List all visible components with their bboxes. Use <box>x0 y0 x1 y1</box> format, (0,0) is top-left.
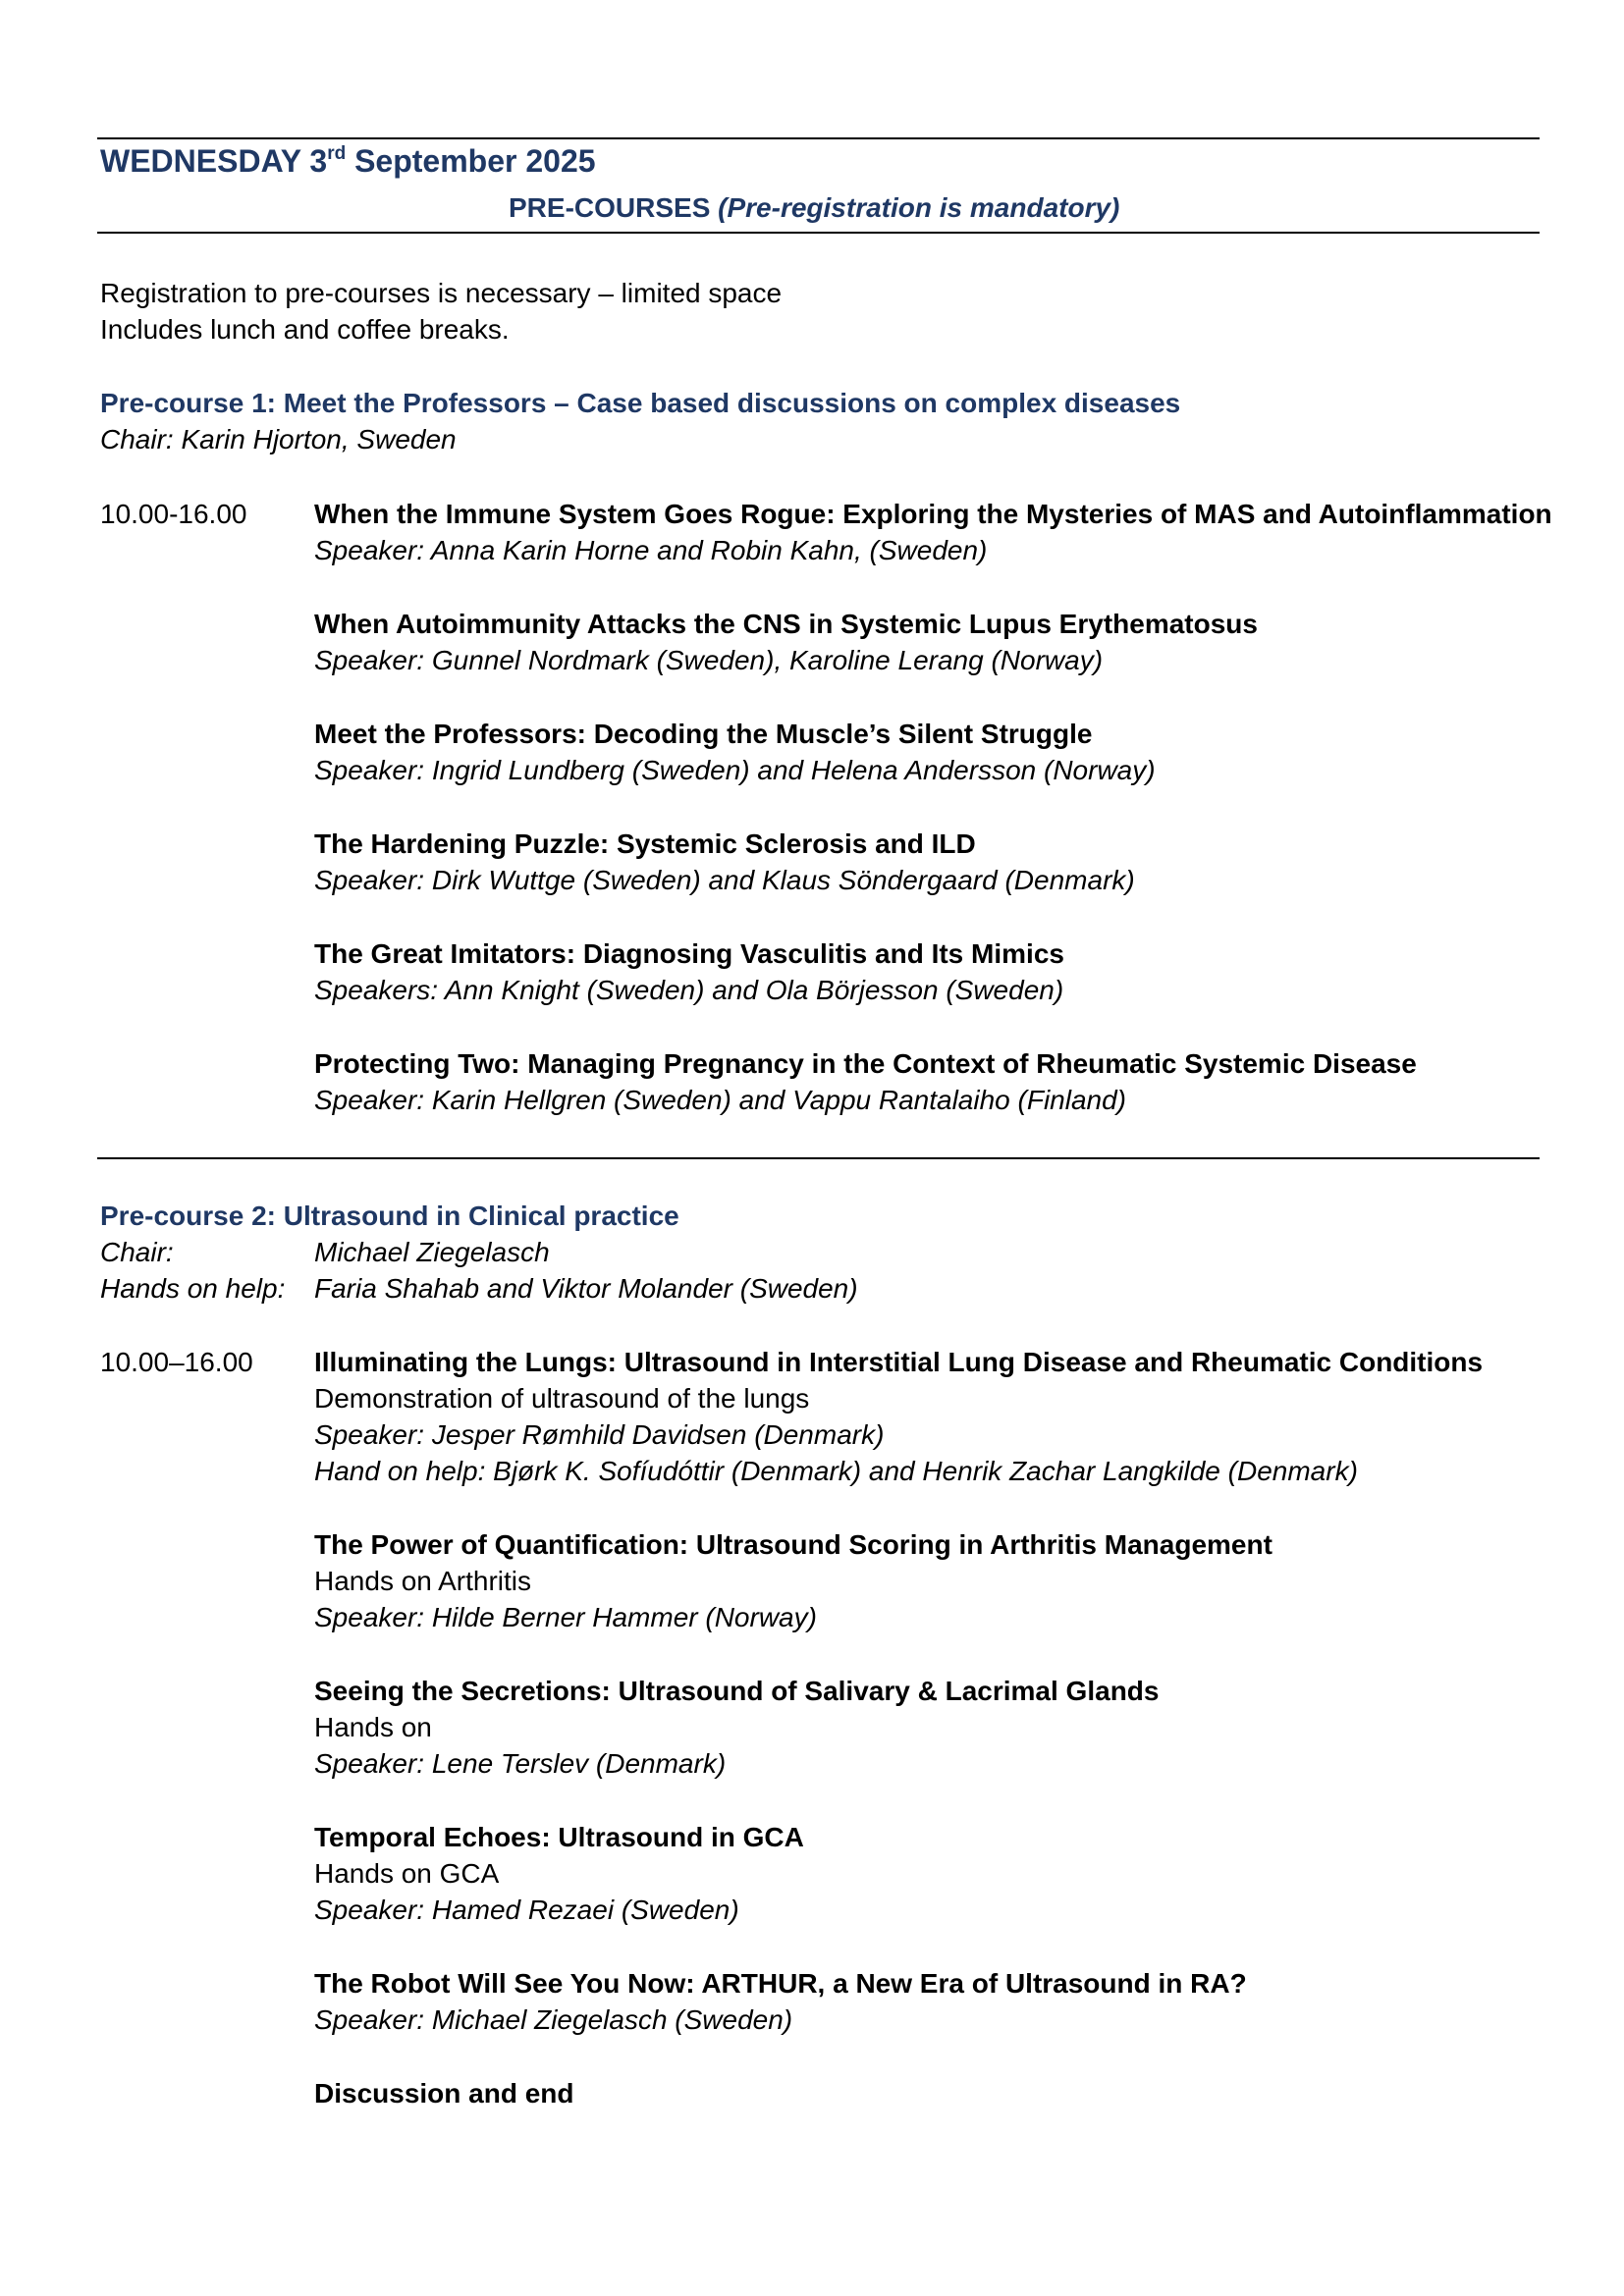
session-title: The Great Imitators: Diagnosing Vasculitis and Its Mimics <box>314 938 1064 969</box>
course2-help-label: Hands on help: <box>100 1273 286 1304</box>
course1-chair: Chair: Karin Hjorton, Sweden <box>100 424 457 454</box>
session-title: The Hardening Puzzle: Systemic Sclerosis and ILD <box>314 828 976 859</box>
section-rule <box>97 1157 1540 1159</box>
course1-title: Pre-course 1: Meet the Professors – Case based discussions on complex diseases <box>100 388 1181 418</box>
session-help: Hand on help: Bjørk K. Sofíudóttir (Denmark) and Henrik Zachar Langkilde (Denmark) <box>314 1456 1358 1486</box>
session-subtitle: Hands on <box>314 1712 432 1742</box>
session-subtitle: Demonstration of ultrasound of the lungs <box>314 1383 810 1414</box>
session-speaker: Speaker: Gunnel Nordmark (Sweden), Karoline Lerang (Norway) <box>314 645 1104 675</box>
top-rule <box>97 137 1540 139</box>
course1-time: 10.00-16.00 <box>100 499 247 529</box>
intro-includes: Includes lunch and coffee breaks. <box>100 314 510 345</box>
session-title: When Autoimmunity Attacks the CNS in Systemic Lupus Erythematosus <box>314 609 1258 639</box>
session-speaker: Speaker: Hilde Berner Hammer (Norway) <box>314 1602 817 1632</box>
precourses-heading: PRE-COURSES (Pre-registration is mandatory) <box>509 192 1120 223</box>
session-speaker: Speaker: Dirk Wuttge (Sweden) and Klaus Söndergaard (Denmark) <box>314 865 1135 895</box>
session-title: Temporal Echoes: Ultrasound in GCA <box>314 1822 804 1852</box>
session-title: The Robot Will See You Now: ARTHUR, a New Era of Ultrasound in RA? <box>314 1968 1247 1999</box>
session-speaker: Speaker: Michael Ziegelasch (Sweden) <box>314 2004 793 2035</box>
course2-time: 10.00–16.00 <box>100 1347 253 1377</box>
intro-registration: Registration to pre-courses is necessary – limited space <box>100 278 783 308</box>
day-heading: WEDNESDAY 3rd September 2025 <box>100 143 596 179</box>
session-speaker: Speaker: Lene Terslev (Denmark) <box>314 1748 727 1779</box>
session-speaker: Speaker: Karin Hellgren (Sweden) and Vappu Rantalaiho (Finland) <box>314 1085 1126 1115</box>
course2-chair-value: Michael Ziegelasch <box>314 1237 550 1267</box>
session-speaker: Speakers: Ann Knight (Sweden) and Ola Börjesson (Sweden) <box>314 975 1064 1005</box>
session-title: Seeing the Secretions: Ultrasound of Salivary & Lacrimal Glands <box>314 1676 1160 1706</box>
header-rule <box>97 232 1540 234</box>
session-title: The Power of Quantification: Ultrasound Scoring in Arthritis Management <box>314 1529 1272 1560</box>
session-speaker: Speaker: Jesper Rømhild Davidsen (Denmark) <box>314 1419 885 1450</box>
session-speaker: Speaker: Anna Karin Horne and Robin Kahn, (Sweden) <box>314 535 988 565</box>
course2-help-value: Faria Shahab and Viktor Molander (Sweden) <box>314 1273 858 1304</box>
session-subtitle: Hands on GCA <box>314 1858 500 1889</box>
session-title: Meet the Professors: Decoding the Muscle’s Silent Struggle <box>314 719 1093 749</box>
session-speaker: Speaker: Hamed Rezaei (Sweden) <box>314 1895 739 1925</box>
course2-chair-label: Chair: <box>100 1237 174 1267</box>
session-title: When the Immune System Goes Rogue: Exploring the Mysteries of MAS and Autoinflammation <box>314 499 1552 529</box>
course2-title: Pre-course 2: Ultrasound in Clinical practice <box>100 1201 679 1231</box>
session-title: Illuminating the Lungs: Ultrasound in Interstitial Lung Disease and Rheumatic Conditions <box>314 1347 1484 1377</box>
session-title: Protecting Two: Managing Pregnancy in the Context of Rheumatic Systemic Disease <box>314 1048 1417 1079</box>
session-subtitle: Hands on Arthritis <box>314 1566 531 1596</box>
closing-session: Discussion and end <box>314 2078 574 2109</box>
session-speaker: Speaker: Ingrid Lundberg (Sweden) and Helena Andersson (Norway) <box>314 755 1156 785</box>
